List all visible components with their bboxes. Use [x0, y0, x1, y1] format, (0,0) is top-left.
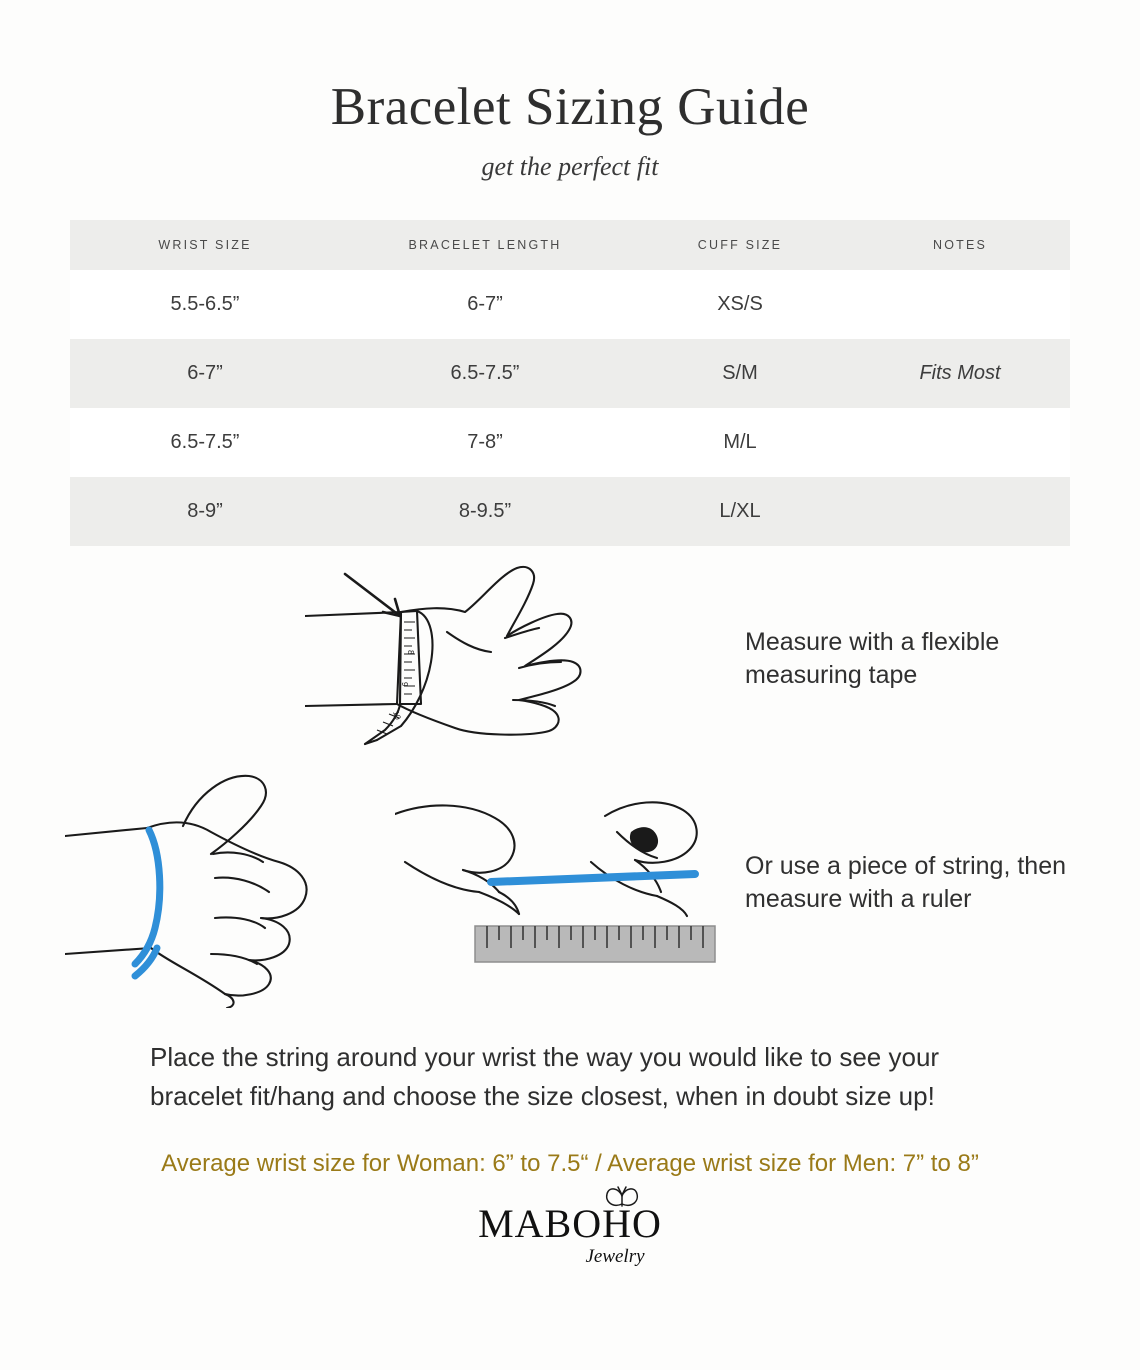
average-wrist-size-note: Average wrist size for Woman: 6” to 7.5“ / Average wrist size for Men: 7” to 8” [161, 1150, 979, 1178]
table-row [70, 339, 1070, 408]
string-measured-with-ruler-illustration [395, 758, 735, 1008]
cell-wrist-size: 5.5-6.5” [70, 270, 340, 339]
page-subtitle: get the perfect fit [481, 152, 659, 182]
svg-text:8: 8 [406, 650, 415, 655]
cell-wrist-size: 8-9” [70, 477, 340, 546]
cell-bracelet-length: 7-8” [340, 408, 630, 477]
cell-cuff-size: S/M [630, 339, 850, 408]
cell-bracelet-length: 6-7” [340, 270, 630, 339]
size-table-head [70, 220, 1070, 270]
cell-wrist-size: 6.5-7.5” [70, 408, 340, 477]
cell-bracelet-length: 8-9.5” [340, 477, 630, 546]
logo-sub-text: Jewelry [585, 1246, 645, 1268]
caption-measure-with-string: Or use a piece of string, then measure with a ruler [745, 851, 1067, 914]
cell-cuff-size: M/L [630, 408, 850, 477]
size-table-body [70, 270, 1070, 546]
butterfly-icon [603, 1182, 641, 1212]
svg-text:10: 10 [391, 709, 403, 722]
cell-bracelet-length: 6.5-7.5” [340, 339, 630, 408]
table-row [70, 408, 1070, 477]
column-header-cuff-size: CUFF SIZE [630, 220, 850, 270]
svg-text:9: 9 [400, 682, 409, 687]
cell-notes [850, 270, 1070, 339]
size-table [70, 220, 1070, 546]
table-row [70, 477, 1070, 546]
cell-cuff-size: XS/S [630, 270, 850, 339]
column-header-wrist-size: WRIST SIZE [70, 220, 340, 270]
cell-wrist-size: 6-7” [70, 339, 340, 408]
cell-notes: Fits Most [850, 339, 1070, 408]
brand-logo [405, 1201, 735, 1268]
hand-with-measuring-tape-illustration [305, 554, 735, 764]
caption-measure-with-tape: Measure with a flexible measuring tape [745, 627, 1000, 690]
logo-main-text: MABOHO [478, 1201, 662, 1247]
illustration-row-two [0, 758, 1140, 1008]
table-header-row [70, 220, 1070, 270]
page-title: Bracelet Sizing Guide [330, 78, 810, 136]
fist-with-string-illustration [65, 758, 395, 1008]
illustrations-block [0, 546, 1140, 1008]
cell-cuff-size: L/XL [630, 477, 850, 546]
cell-notes [850, 408, 1070, 477]
table-row [70, 270, 1070, 339]
instructions-paragraph: Place the string around your wrist the way you would like to see your bracelet fit/hang and choose the size closest, when in doubt size up! [150, 1042, 940, 1112]
size-table-wrapper [70, 220, 1070, 546]
column-header-bracelet-length: BRACELET LENGTH [340, 220, 630, 270]
column-header-notes: NOTES [850, 220, 1070, 270]
cell-notes [850, 477, 1070, 546]
illustration-row-one [0, 546, 1140, 764]
